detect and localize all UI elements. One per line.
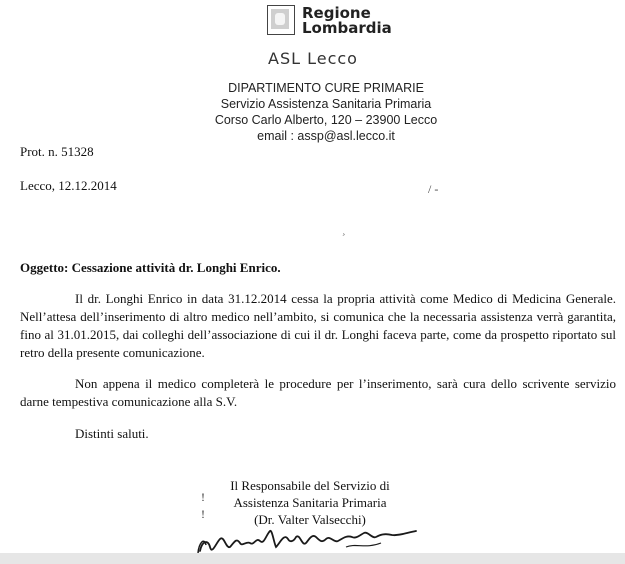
place-date: Lecco, 12.12.2014 (20, 178, 117, 193)
bottom-edge-strip (0, 553, 625, 564)
stray-mark: ¸ (342, 225, 346, 236)
margin-marks: / - (428, 182, 439, 196)
address: Corso Carlo Alberto, 120 – 23900 Lecco (214, 113, 438, 127)
protocol-number: Prot. n. 51328 (20, 144, 94, 159)
margin-tick: ! (201, 507, 205, 521)
signer-role-line2: Assistenza Sanitaria Primaria (233, 495, 387, 510)
asl-name: ASL Lecco (268, 49, 358, 68)
margin-tick: ! (201, 490, 205, 504)
signer-role-line1: Il Responsabile del Servizio di (230, 478, 390, 493)
subject-line: Oggetto: Cessazione attività dr. Longhi Enrico. (20, 260, 281, 275)
region-line1: Regione (302, 4, 371, 22)
service-name: Servizio Assistenza Sanitaria Primaria (220, 97, 432, 111)
regione-lombardia-logo-icon (267, 5, 295, 35)
department-block (196, 80, 456, 144)
closing-greeting: Distinti saluti. (75, 426, 149, 441)
region-line2: Lombardia (302, 19, 392, 37)
region-name (302, 6, 392, 36)
body-paragraph-2: Non appena il medico completerà le procedure per l’inserimento, sarà cura dello scrivente servizio darne tempestiva comunicazione alla S.V. (20, 376, 616, 409)
email: email : assp@asl.lecco.it (257, 129, 395, 143)
letterhead (0, 0, 625, 145)
handwritten-signature-icon (196, 513, 426, 558)
body-paragraph-1: Il dr. Longhi Enrico in data 31.12.2014 cessa la propria attività come Medico di Medicina Generale. Nell’attesa dell’inserimento di altro medico nell’ambito, si comunica che la necessaria assistenza verrà garantita, fino al 31.01.2015, dai colleghi dell’associazione di cui il dr. Longhi faceva parte, come da prospetto riportato sul retro della presente comunicazione. (20, 291, 616, 360)
signer-name: (Dr. Valter Valsecchi) (254, 512, 366, 527)
department-name: DIPARTIMENTO CURE PRIMARIE (228, 81, 424, 95)
